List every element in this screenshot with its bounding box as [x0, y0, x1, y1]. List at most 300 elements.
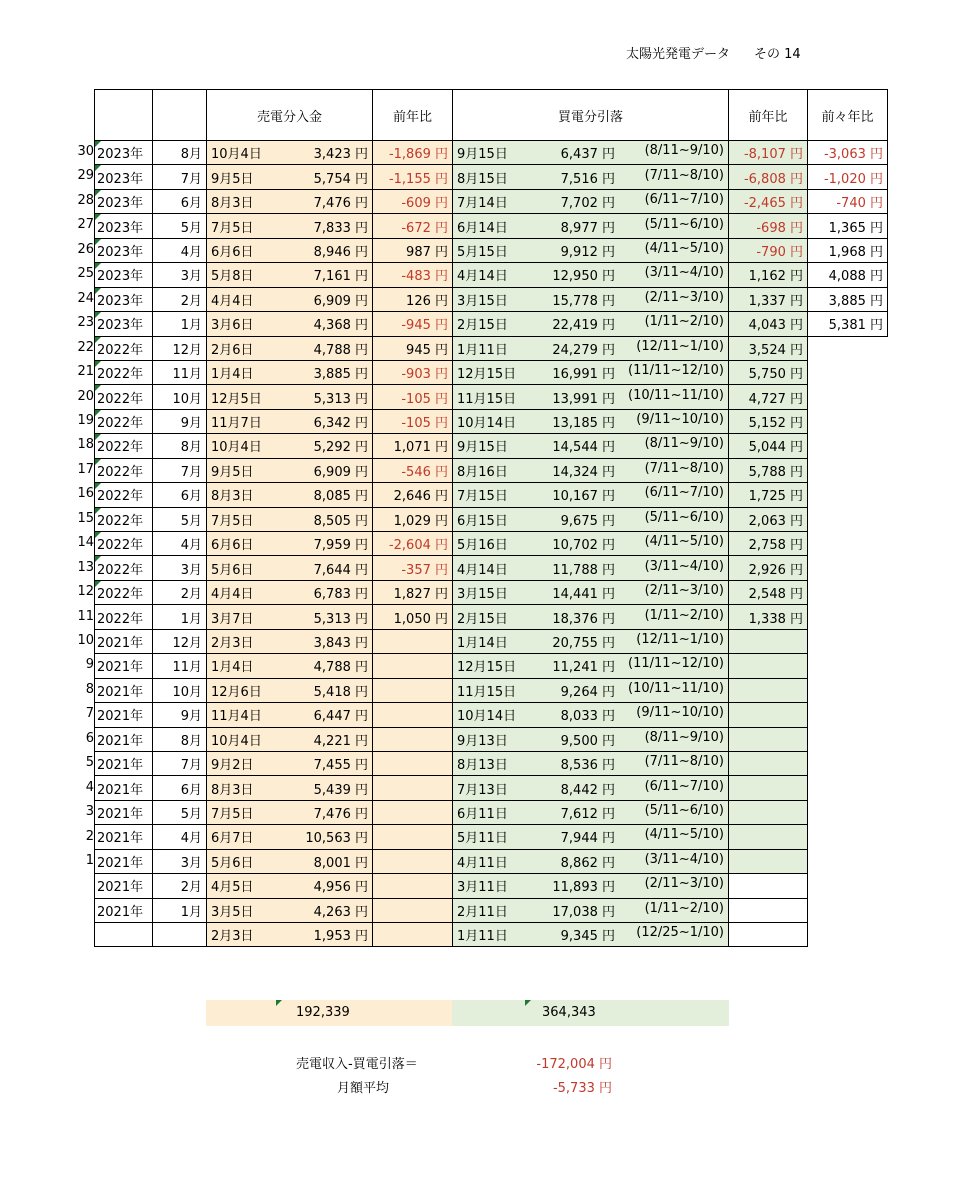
sale-cell	[207, 874, 373, 898]
buy-cell	[453, 825, 729, 849]
year-cell: 2022年	[95, 605, 153, 629]
sale-amount: 4,368 円	[313, 318, 368, 334]
month-cell: 3月	[153, 556, 207, 580]
month-cell: 10月	[153, 678, 207, 702]
sale-date: 6月6日	[211, 538, 254, 554]
page-title	[626, 43, 801, 62]
empty-cell	[808, 605, 888, 629]
table-row	[95, 727, 888, 751]
buy-yoy-cell	[729, 825, 808, 849]
sale-amount: 7,833 円	[313, 220, 368, 236]
buy-total-cell	[452, 1000, 729, 1026]
title-suffix: その 14	[754, 47, 801, 62]
sale-amount: 7,161 円	[313, 269, 368, 285]
table-row	[95, 214, 888, 238]
title-text: 太陽光発電データ	[626, 47, 731, 62]
empty-cell	[808, 336, 888, 360]
buy-cell	[453, 556, 729, 580]
month-cell: 5月	[153, 800, 207, 824]
empty-cell	[808, 532, 888, 556]
buy-date: 6月14日	[457, 220, 508, 236]
sale-date: 2月3日	[211, 929, 254, 945]
month-cell: 4月	[153, 825, 207, 849]
sale-date: 6月7日	[211, 831, 254, 847]
buy-yoy-cell: 1,162 円	[729, 263, 808, 287]
sale-cell	[207, 165, 373, 189]
buy-amount: 16,991 円	[552, 367, 615, 383]
table-row	[95, 141, 888, 165]
sale-amount: 5,292 円	[313, 440, 368, 456]
sale-amount: 5,418 円	[313, 684, 368, 700]
empty-cell	[808, 751, 888, 775]
empty-cell	[808, 360, 888, 384]
sale-yoy-cell: -609 円	[373, 189, 453, 213]
buy-date: 12月15日	[457, 660, 517, 676]
empty-cell	[808, 629, 888, 653]
header-sale-yoy: 前年比	[373, 90, 453, 141]
buy-date: 2月11日	[457, 904, 508, 920]
sale-yoy-cell: 1,827 円	[373, 580, 453, 604]
sale-yoy-cell: -1,155 円	[373, 165, 453, 189]
row-number: 8	[85, 681, 94, 697]
buy-cell	[453, 532, 729, 556]
year-cell: 2022年	[95, 360, 153, 384]
sale-cell	[207, 556, 373, 580]
sale-date: 2月6日	[211, 342, 254, 358]
row-number: 26	[77, 241, 94, 257]
sale-cell	[207, 214, 373, 238]
buy-amount: 14,441 円	[552, 587, 615, 603]
buy-amount: 20,755 円	[552, 635, 615, 651]
average-value: -5,733 円	[552, 1081, 612, 1096]
buy-period: (12/11~1/10)	[636, 631, 724, 647]
buy-amount: 22,419 円	[552, 318, 615, 334]
buy-period: (12/25~1/10)	[636, 925, 724, 941]
sale-date: 1月4日	[211, 660, 254, 676]
sale-date: 11月4日	[211, 709, 262, 725]
sale-amount: 3,423 円	[313, 147, 368, 163]
buy-date: 3月11日	[457, 880, 508, 896]
empty-cell	[808, 409, 888, 433]
buy-period: (2/11~3/10)	[644, 583, 724, 599]
month-cell	[153, 923, 207, 947]
buy-cell	[453, 751, 729, 775]
buy-date: 3月15日	[457, 293, 508, 309]
buy-period: (1/11~2/10)	[644, 314, 724, 330]
table-row	[95, 360, 888, 384]
buy-date: 8月13日	[457, 758, 508, 774]
year-cell: 2021年	[95, 776, 153, 800]
buy-yoy-cell: -698 円	[729, 214, 808, 238]
sale-yoy-cell: 945 円	[373, 336, 453, 360]
year-cell: 2022年	[95, 532, 153, 556]
buy-period: (6/11~7/10)	[644, 778, 724, 794]
header-buy-yoy: 前年比	[729, 90, 808, 141]
table-row	[95, 703, 888, 727]
sale-date: 8月3日	[211, 782, 254, 798]
buy-amount: 24,279 円	[552, 342, 615, 358]
buy-yoy-cell: -8,107 円	[729, 141, 808, 165]
table-row	[95, 605, 888, 629]
solar-data-table	[94, 89, 888, 947]
month-cell: 12月	[153, 629, 207, 653]
row-number: 9	[85, 657, 94, 673]
sale-amount: 6,447 円	[313, 709, 368, 725]
empty-cell	[808, 507, 888, 531]
year-cell: 2021年	[95, 678, 153, 702]
month-cell: 1月	[153, 898, 207, 922]
year-cell: 2023年	[95, 287, 153, 311]
sale-amount: 5,313 円	[313, 391, 368, 407]
year-cell: 2022年	[95, 483, 153, 507]
buy-date: 7月13日	[457, 782, 508, 798]
month-cell: 6月	[153, 189, 207, 213]
buy-yoy-cell: 2,548 円	[729, 580, 808, 604]
empty-cell	[808, 434, 888, 458]
buy-yoy-cell: 5,044 円	[729, 434, 808, 458]
sale-date: 5月6日	[211, 562, 254, 578]
sale-date: 3月6日	[211, 318, 254, 334]
row-number: 7	[85, 706, 94, 722]
sale-yoy-cell	[373, 849, 453, 873]
table-row	[95, 923, 888, 947]
buy-period: (8/11~9/10)	[644, 729, 724, 745]
month-cell: 7月	[153, 165, 207, 189]
empty-cell	[808, 580, 888, 604]
sale-yoy-cell: 1,071 円	[373, 434, 453, 458]
buy-amount: 14,324 円	[552, 464, 615, 480]
header-row	[95, 90, 888, 141]
buy-period: (2/11~3/10)	[644, 876, 724, 892]
buy-amount: 18,376 円	[552, 611, 615, 627]
buy-yoy-cell: -6,808 円	[729, 165, 808, 189]
buy-date: 1月14日	[457, 635, 508, 651]
sale-amount: 8,085 円	[313, 489, 368, 505]
buy-date: 5月15日	[457, 244, 508, 260]
row-number: 15	[77, 510, 94, 526]
table-row	[95, 434, 888, 458]
buy-period: (5/11~6/10)	[644, 509, 724, 525]
buy-period: (6/11~7/10)	[644, 485, 724, 501]
sale-date: 11月7日	[211, 416, 262, 432]
buy-cell	[453, 189, 729, 213]
sale-cell	[207, 385, 373, 409]
balance-value: -172,004 円	[536, 1057, 612, 1072]
month-cell: 9月	[153, 409, 207, 433]
buy-date: 4月14日	[457, 562, 508, 578]
month-cell: 12月	[153, 336, 207, 360]
balance-label: 売電収入-買電引落＝	[296, 1057, 418, 1072]
year-cell: 2022年	[95, 409, 153, 433]
buy-amount: 11,788 円	[552, 562, 615, 578]
year-cell: 2023年	[95, 238, 153, 262]
buy-amount: 11,893 円	[552, 880, 615, 896]
buy-period: (3/11~4/10)	[644, 851, 724, 867]
sale-date: 8月3日	[211, 196, 254, 212]
table-row	[95, 629, 888, 653]
buy-date: 8月15日	[457, 171, 508, 187]
buy-period: (1/11~2/10)	[644, 900, 724, 916]
buy-yoy-cell	[729, 703, 808, 727]
sale-cell	[207, 654, 373, 678]
sale-date: 1月4日	[211, 367, 254, 383]
buy-cell	[453, 385, 729, 409]
sale-date: 2月3日	[211, 635, 254, 651]
row-number: 11	[77, 608, 94, 624]
month-cell: 2月	[153, 874, 207, 898]
buy-cell	[453, 336, 729, 360]
buy-yoy2-cell: -3,063 円	[808, 141, 888, 165]
sale-yoy-cell	[373, 678, 453, 702]
buy-cell	[453, 214, 729, 238]
marker-icon	[525, 1000, 531, 1006]
year-cell: 2021年	[95, 751, 153, 775]
sale-yoy-cell	[373, 923, 453, 947]
buy-cell	[453, 703, 729, 727]
buy-yoy-cell	[729, 923, 808, 947]
buy-cell	[453, 434, 729, 458]
buy-yoy-cell: 4,043 円	[729, 312, 808, 336]
buy-amount: 8,033 円	[560, 709, 615, 725]
buy-yoy-cell: 4,727 円	[729, 385, 808, 409]
buy-yoy-cell	[729, 849, 808, 873]
month-cell: 1月	[153, 312, 207, 336]
buy-date: 12月15日	[457, 367, 517, 383]
buy-period: (3/11~4/10)	[644, 558, 724, 574]
sale-amount: 4,263 円	[313, 904, 368, 920]
table-row	[95, 409, 888, 433]
buy-cell	[453, 165, 729, 189]
sale-amount: 6,342 円	[313, 416, 368, 432]
buy-cell	[453, 409, 729, 433]
buy-date: 1月11日	[457, 929, 508, 945]
buy-amount: 17,038 円	[552, 904, 615, 920]
table-row	[95, 263, 888, 287]
buy-amount: 10,702 円	[552, 538, 615, 554]
sale-amount: 7,476 円	[313, 807, 368, 823]
table-row	[95, 556, 888, 580]
buy-period: (7/11~8/10)	[644, 754, 724, 770]
buy-yoy2-cell: 1,968 円	[808, 238, 888, 262]
table-row	[95, 238, 888, 262]
year-cell: 2022年	[95, 434, 153, 458]
buy-period: (10/11~11/10)	[628, 680, 724, 696]
year-cell: 2021年	[95, 629, 153, 653]
buy-period: (8/11~9/10)	[644, 143, 724, 159]
buy-cell	[453, 238, 729, 262]
table-row	[95, 825, 888, 849]
month-cell: 11月	[153, 654, 207, 678]
empty-cell	[808, 898, 888, 922]
month-cell: 7月	[153, 751, 207, 775]
sale-cell	[207, 532, 373, 556]
table-row	[95, 874, 888, 898]
marker-icon	[276, 1000, 282, 1006]
sale-date: 7月5日	[211, 513, 254, 529]
buy-date: 5月11日	[457, 831, 508, 847]
sale-cell	[207, 336, 373, 360]
sale-cell	[207, 849, 373, 873]
month-cell: 5月	[153, 507, 207, 531]
month-cell: 1月	[153, 605, 207, 629]
table-row	[95, 751, 888, 775]
buy-yoy2-cell: 5,381 円	[808, 312, 888, 336]
buy-yoy-cell: 2,063 円	[729, 507, 808, 531]
sale-cell	[207, 483, 373, 507]
row-number: 27	[77, 217, 94, 233]
buy-yoy-cell: -790 円	[729, 238, 808, 262]
sale-amount: 3,885 円	[313, 367, 368, 383]
buy-date: 2月15日	[457, 318, 508, 334]
sale-amount: 5,439 円	[313, 782, 368, 798]
buy-date: 6月15日	[457, 513, 508, 529]
buy-yoy2-cell: 3,885 円	[808, 287, 888, 311]
buy-yoy-cell: 1,338 円	[729, 605, 808, 629]
buy-cell	[453, 605, 729, 629]
sale-yoy-cell: -1,869 円	[373, 141, 453, 165]
buy-period: (1/11~2/10)	[644, 607, 724, 623]
sale-date: 6月6日	[211, 244, 254, 260]
buy-amount: 8,977 円	[560, 220, 615, 236]
empty-cell	[808, 727, 888, 751]
sale-cell	[207, 751, 373, 775]
buy-period: (6/11~7/10)	[644, 192, 724, 208]
buy-amount: 7,612 円	[560, 807, 615, 823]
empty-cell	[808, 678, 888, 702]
sale-cell	[207, 458, 373, 482]
month-cell: 5月	[153, 214, 207, 238]
buy-yoy-cell	[729, 874, 808, 898]
buy-amount: 13,991 円	[552, 391, 615, 407]
table-row	[95, 898, 888, 922]
buy-yoy2-cell: -1,020 円	[808, 165, 888, 189]
buy-yoy-cell: 1,725 円	[729, 483, 808, 507]
year-cell: 2023年	[95, 263, 153, 287]
buy-yoy-cell	[729, 776, 808, 800]
sale-yoy-cell: 987 円	[373, 238, 453, 262]
buy-amount: 9,912 円	[560, 244, 615, 260]
sale-yoy-cell: 2,646 円	[373, 483, 453, 507]
row-number: 18	[77, 437, 94, 453]
buy-period: (3/11~4/10)	[644, 265, 724, 281]
year-cell: 2021年	[95, 898, 153, 922]
year-cell: 2022年	[95, 336, 153, 360]
empty-cell	[808, 385, 888, 409]
sale-yoy-cell	[373, 776, 453, 800]
table-row	[95, 189, 888, 213]
header-year	[95, 90, 153, 141]
year-cell: 2023年	[95, 189, 153, 213]
buy-date: 5月16日	[457, 538, 508, 554]
buy-cell	[453, 727, 729, 751]
buy-period: (4/11~5/10)	[644, 534, 724, 550]
buy-period: (2/11~3/10)	[644, 289, 724, 305]
table-row	[95, 165, 888, 189]
row-number: 4	[85, 779, 94, 795]
year-cell: 2021年	[95, 874, 153, 898]
buy-period: (4/11~5/10)	[644, 240, 724, 256]
sale-amount: 5,754 円	[313, 171, 368, 187]
sale-cell	[207, 825, 373, 849]
year-cell: 2023年	[95, 165, 153, 189]
buy-yoy-cell: 5,788 円	[729, 458, 808, 482]
buy-cell	[453, 360, 729, 384]
sale-date: 4月4日	[211, 587, 254, 603]
table-row	[95, 336, 888, 360]
sale-date: 7月5日	[211, 807, 254, 823]
buy-date: 9月15日	[457, 440, 508, 456]
table-row	[95, 507, 888, 531]
header-buy-debit: 買電分引落	[453, 90, 729, 141]
header-sale-deposit: 売電分入金	[207, 90, 373, 141]
buy-amount: 7,944 円	[560, 831, 615, 847]
buy-date: 4月14日	[457, 269, 508, 285]
row-number: 22	[77, 339, 94, 355]
buy-amount: 15,778 円	[552, 293, 615, 309]
sale-yoy-cell: -546 円	[373, 458, 453, 482]
sale-cell	[207, 507, 373, 531]
sale-amount: 7,644 円	[313, 562, 368, 578]
buy-cell	[453, 874, 729, 898]
sale-amount: 8,001 円	[313, 855, 368, 871]
row-number: 21	[77, 364, 94, 380]
table-row	[95, 849, 888, 873]
sale-yoy-cell	[373, 800, 453, 824]
buy-cell	[453, 776, 729, 800]
buy-amount: 9,345 円	[560, 929, 615, 945]
table-row	[95, 532, 888, 556]
row-number: 25	[77, 266, 94, 282]
sale-amount: 6,783 円	[313, 587, 368, 603]
row-number: 10	[77, 633, 94, 648]
sale-yoy-cell: 126 円	[373, 287, 453, 311]
buy-period: (9/11~10/10)	[636, 705, 724, 721]
buy-amount: 7,702 円	[560, 196, 615, 212]
table-row	[95, 678, 888, 702]
buy-yoy2-cell: -740 円	[808, 189, 888, 213]
sale-date: 10月4日	[211, 733, 262, 749]
sale-date: 9月5日	[211, 464, 254, 480]
buy-yoy-cell	[729, 800, 808, 824]
empty-cell	[808, 849, 888, 873]
empty-cell	[808, 825, 888, 849]
sale-yoy-cell: -945 円	[373, 312, 453, 336]
year-cell: 2022年	[95, 580, 153, 604]
buy-cell	[453, 312, 729, 336]
sale-cell	[207, 678, 373, 702]
sale-yoy-cell: -903 円	[373, 360, 453, 384]
buy-amount: 14,544 円	[552, 440, 615, 456]
buy-amount: 7,516 円	[560, 171, 615, 187]
sale-amount: 8,505 円	[313, 513, 368, 529]
sale-total-value: 192,339	[296, 1005, 350, 1020]
month-cell: 2月	[153, 580, 207, 604]
row-number: 17	[77, 461, 94, 477]
month-cell: 4月	[153, 238, 207, 262]
month-cell: 8月	[153, 141, 207, 165]
year-cell: 2021年	[95, 727, 153, 751]
sale-yoy-cell: -357 円	[373, 556, 453, 580]
empty-cell	[808, 703, 888, 727]
sale-date: 4月5日	[211, 880, 254, 896]
buy-amount: 8,862 円	[560, 855, 615, 871]
table-row	[95, 483, 888, 507]
buy-amount: 8,442 円	[560, 782, 615, 798]
sale-cell	[207, 238, 373, 262]
month-cell: 2月	[153, 287, 207, 311]
empty-cell	[808, 556, 888, 580]
year-cell: 2021年	[95, 654, 153, 678]
